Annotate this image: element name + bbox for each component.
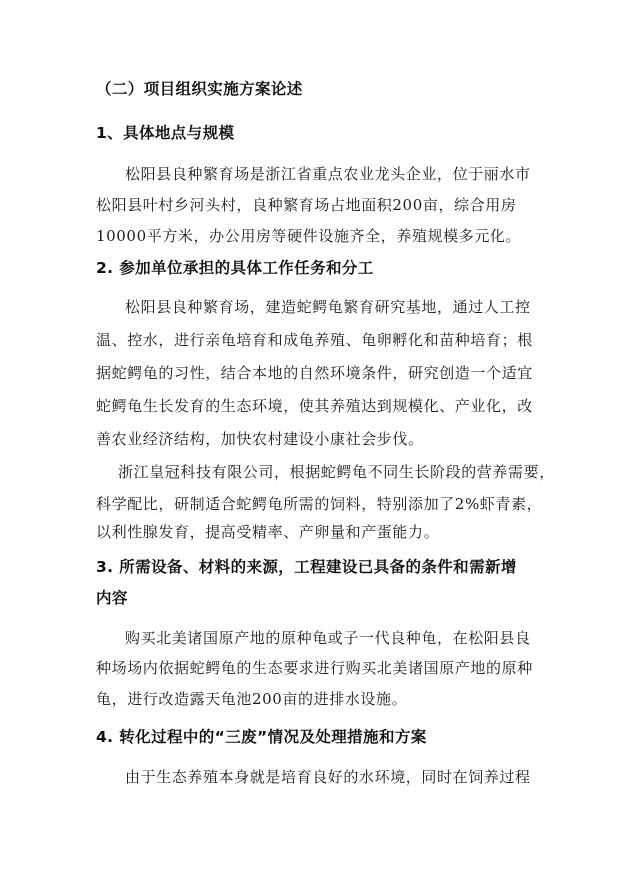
paragraph-line: 松阳县良种繁育场，建造蛇鳄龟繁育研究基地，通过人工控 (125, 298, 531, 316)
paragraph-line: 善农业经济结构，加快农村建设小康社会步伐。 (96, 430, 424, 448)
paragraph-line: 10000平方米，办公用房等硬件设施齐全，养殖规模多元化。 (96, 227, 522, 245)
paragraph-line: 据蛇鳄龟的习性，结合本地的自然环境条件，研究创造一个适宜 (96, 364, 533, 382)
paragraph-line: 由于生态养殖本身就是培育良好的水环境，同时在饲养过程 (125, 768, 531, 786)
section-title: （二）项目组织实施方案论述 (96, 80, 303, 98)
heading-3: 3. 所需设备、材料的来源，工程建设已具备的条件和需新增 (96, 558, 517, 576)
paragraph-line: 温、控水，进行亲龟培育和成龟养殖、龟卵孵化和苗种培育；根 (96, 331, 533, 349)
paragraph-line: 松阳县叶村乡河头村，良种繁育场占地面积200亩，综合用房 (96, 196, 517, 214)
paragraph-line: 浙江皇冠科技有限公司，根据蛇鳄龟不同生长阶段的营养需要， (118, 463, 555, 481)
paragraph-line: 龟，进行改造露天龟池200亩的进排水设施。 (96, 690, 408, 708)
paragraph-line: 蛇鳄龟生长发育的生态环境，使其养殖达到规模化、产业化，改 (96, 397, 533, 415)
paragraph-line: 种场场内依据蛇鳄龟的生态要求进行购买北美诸国原产地的原种 (96, 659, 533, 677)
paragraph-line: 购买北美诸国原产地的原种龟或子一代良种龟，在松阳县良 (125, 629, 531, 647)
heading-3-continuation: 内容 (96, 589, 128, 607)
heading-1: 1、具体地点与规模 (96, 124, 235, 142)
heading-4: 4. 转化过程中的“三废”情况及处理措施和方案 (96, 728, 427, 746)
paragraph-line: 以利性腺发育，提高受精率、产卵量和产蛋能力。 (96, 523, 440, 541)
paragraph-line: 科学配比，研制适合蛇鳄龟所需的饲料，特别添加了2%虾青素， (96, 495, 543, 513)
heading-2: 2. 参加单位承担的具体工作任务和分工 (96, 259, 374, 277)
paragraph-line: 松阳县良种繁育场是浙江省重点农业龙头企业，位于丽水市 (125, 165, 531, 183)
